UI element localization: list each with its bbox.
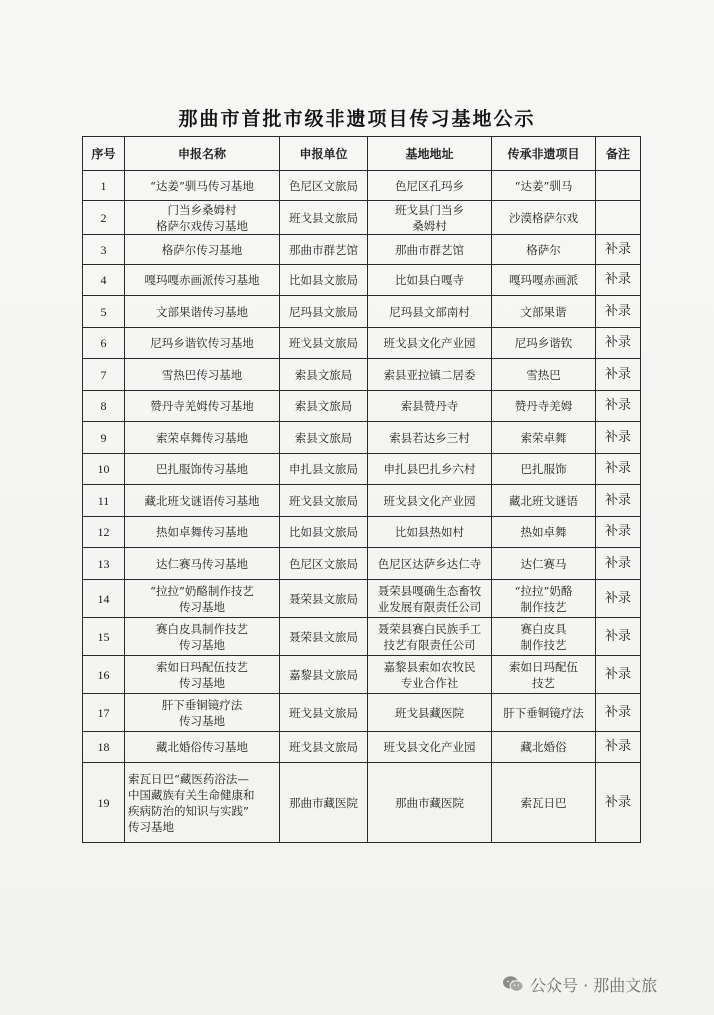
table-row xyxy=(83,580,641,618)
cell-name-line: 传习基地 xyxy=(128,819,174,834)
cell-unit xyxy=(280,454,368,485)
header-name: 申报名称 xyxy=(125,137,280,171)
cell-remark: 补录 xyxy=(596,359,641,391)
table-header-row xyxy=(83,137,641,171)
cell-no: 11 xyxy=(83,485,125,517)
cell-address-line: 索县亚拉镇二居委 xyxy=(383,367,476,382)
table-row xyxy=(83,296,641,328)
cell-name-line: 传习基地 xyxy=(179,675,225,690)
cell-project xyxy=(492,694,596,732)
cell-remark xyxy=(596,171,641,201)
cell-name-line: 文部果谐传习基地 xyxy=(156,304,248,319)
cell-name xyxy=(125,454,280,485)
cell-project-line: 巴扎服饰 xyxy=(520,462,567,476)
cell-remark: 补录 xyxy=(596,694,641,732)
cell-name-line: 藏北婚俗传习基地 xyxy=(156,740,248,754)
cell-address-line: 尼玛县文部南村 xyxy=(389,304,470,319)
cell-address-line: 业发展有限责任公司 xyxy=(377,599,482,614)
cell-name-line: 索如日玛配伍技艺 xyxy=(156,659,248,674)
cell-unit xyxy=(280,656,368,694)
cell-project xyxy=(492,391,596,422)
table-body xyxy=(83,171,641,843)
cell-name xyxy=(125,328,280,359)
cell-no: 6 xyxy=(83,328,125,359)
cell-address-line: 专业合作社 xyxy=(400,675,459,690)
cell-unit-line: 比如县文旅局 xyxy=(289,525,358,539)
header-address: 基地地址 xyxy=(368,137,492,171)
cell-project-line: 藏北婚俗 xyxy=(520,740,567,754)
cell-address-line: 技艺有限责任公司 xyxy=(383,637,476,652)
cell-address xyxy=(368,201,492,235)
cell-remark: 补录 xyxy=(596,391,641,422)
cell-no: 13 xyxy=(83,548,125,580)
wechat-logo-icon xyxy=(502,975,524,993)
cell-unit-line: 班戈县文旅局 xyxy=(289,493,358,508)
cell-address-line: 索县赞丹寺 xyxy=(400,399,459,413)
cell-no: 14 xyxy=(83,580,125,618)
cell-remark: 补录 xyxy=(596,517,641,548)
header-unit: 申报单位 xyxy=(280,137,368,171)
table-row xyxy=(83,171,641,201)
cell-no: 15 xyxy=(83,618,125,656)
cell-address-line: 聂荣县嘎确生态畜牧 xyxy=(377,583,482,598)
cell-no: 2 xyxy=(83,201,125,235)
wechat-watermark xyxy=(502,970,657,998)
cell-name-line: 赞丹寺羌姆传习基地 xyxy=(150,399,254,413)
cell-unit xyxy=(280,235,368,265)
cell-no: 7 xyxy=(83,359,125,391)
cell-name-line: 赛白皮具制作技艺 xyxy=(156,621,248,636)
heritage-base-table xyxy=(82,136,641,843)
cell-unit xyxy=(280,548,368,580)
cell-project-line: 雪热巴 xyxy=(526,367,561,382)
cell-project-line: 沙漠格萨尔戏 xyxy=(509,210,578,225)
cell-project xyxy=(492,732,596,763)
cell-name-line: 门当乡桑姆村 xyxy=(167,202,237,217)
cell-remark: 补录 xyxy=(596,618,641,656)
cell-project-line: 赞丹寺羌姆 xyxy=(514,399,573,413)
cell-address-line: 比如县热如村 xyxy=(395,525,464,539)
cell-address-line: 桑姆村 xyxy=(412,218,447,233)
cell-unit-line: 比如县文旅局 xyxy=(289,273,358,287)
cell-project-line: 索瓦日巴 xyxy=(520,795,567,810)
cell-name xyxy=(125,517,280,548)
cell-project xyxy=(492,656,596,694)
cell-address xyxy=(368,454,492,485)
cell-no: 8 xyxy=(83,391,125,422)
cell-name-line: 索瓦日巴“藏医药浴法— xyxy=(128,771,249,786)
cell-name xyxy=(125,359,280,391)
cell-address xyxy=(368,656,492,694)
cell-unit xyxy=(280,763,368,843)
cell-remark: 补录 xyxy=(596,328,641,359)
header-no: 序号 xyxy=(83,137,125,171)
cell-no: 3 xyxy=(83,235,125,265)
cell-name xyxy=(125,265,280,296)
cell-name xyxy=(125,171,280,201)
cell-unit xyxy=(280,359,368,391)
cell-unit-line: 色尼区文旅局 xyxy=(289,178,358,193)
cell-project xyxy=(492,359,596,391)
cell-unit-line: 索县文旅局 xyxy=(294,430,353,445)
cell-unit-line: 申扎县文旅局 xyxy=(289,462,358,476)
cell-unit xyxy=(280,485,368,517)
table-row xyxy=(83,201,641,235)
cell-address xyxy=(368,732,492,763)
cell-project-line: “拉拉”奶酪 xyxy=(514,583,573,598)
cell-project xyxy=(492,763,596,843)
cell-unit-line: 尼玛县文旅局 xyxy=(289,304,358,319)
cell-unit xyxy=(280,694,368,732)
header-project: 传承非遗项目 xyxy=(492,137,596,171)
cell-address xyxy=(368,265,492,296)
cell-project-line: 制作技艺 xyxy=(520,599,567,614)
table-row xyxy=(83,763,641,843)
cell-unit xyxy=(280,328,368,359)
cell-project-line: 制作技艺 xyxy=(520,637,567,652)
cell-address-line: 班戈县文化产业园 xyxy=(383,493,476,508)
cell-remark: 补录 xyxy=(596,296,641,328)
cell-unit xyxy=(280,201,368,235)
cell-name xyxy=(125,656,280,694)
table-row xyxy=(83,656,641,694)
cell-unit xyxy=(280,517,368,548)
cell-remark: 补录 xyxy=(596,763,641,843)
cell-unit xyxy=(280,732,368,763)
cell-unit xyxy=(280,391,368,422)
cell-name xyxy=(125,485,280,517)
cell-no: 18 xyxy=(83,732,125,763)
cell-unit-line: 聂荣县文旅局 xyxy=(289,629,358,644)
cell-project xyxy=(492,548,596,580)
cell-address xyxy=(368,235,492,265)
cell-no: 16 xyxy=(83,656,125,694)
cell-unit-line: 聂荣县文旅局 xyxy=(289,591,358,606)
cell-no: 17 xyxy=(83,694,125,732)
cell-name xyxy=(125,763,280,843)
cell-name-line: 中国藏族有关生命健康和 xyxy=(128,787,255,802)
cell-remark: 补录 xyxy=(596,580,641,618)
cell-name-line: 热如卓舞传习基地 xyxy=(156,525,248,539)
table-row xyxy=(83,265,641,296)
cell-address xyxy=(368,694,492,732)
cell-name xyxy=(125,732,280,763)
table-row xyxy=(83,694,641,732)
cell-address-line: 那曲市藏医院 xyxy=(395,795,464,810)
header-remark: 备注 xyxy=(596,137,641,171)
cell-project xyxy=(492,328,596,359)
cell-remark: 补录 xyxy=(596,454,641,485)
cell-remark: 补录 xyxy=(596,235,641,265)
cell-name-line: 雪热巴传习基地 xyxy=(161,367,243,382)
cell-project xyxy=(492,265,596,296)
cell-project xyxy=(492,171,596,201)
cell-address-line: 班戈县藏医院 xyxy=(395,705,464,720)
cell-address-line: 班戈县门当乡 xyxy=(395,202,464,217)
cell-remark: 补录 xyxy=(596,548,641,580)
cell-name-line: 尼玛乡谐钦传习基地 xyxy=(150,336,254,350)
cell-name-line: 传习基地 xyxy=(179,599,225,614)
cell-name-line: “拉拉”奶酪制作技艺 xyxy=(150,583,254,598)
cell-address xyxy=(368,517,492,548)
table-row xyxy=(83,485,641,517)
cell-unit xyxy=(280,580,368,618)
cell-name xyxy=(125,580,280,618)
cell-no: 10 xyxy=(83,454,125,485)
cell-project xyxy=(492,618,596,656)
table-row xyxy=(83,732,641,763)
cell-address-line: 那曲市群艺馆 xyxy=(395,242,464,257)
table-row xyxy=(83,548,641,580)
cell-unit-line: 班戈县文旅局 xyxy=(289,336,358,350)
table-row xyxy=(83,517,641,548)
cell-remark: 补录 xyxy=(596,485,641,517)
cell-name-line: 巴扎服饰传习基地 xyxy=(156,462,248,476)
cell-address xyxy=(368,391,492,422)
cell-address-line: 嘉黎县索如农牧民 xyxy=(383,659,476,674)
cell-address xyxy=(368,359,492,391)
cell-remark: 补录 xyxy=(596,732,641,763)
cell-unit-line: 那曲市群艺馆 xyxy=(289,242,358,257)
cell-address-line: 色尼区孔玛乡 xyxy=(395,178,464,193)
watermark-text: 公众号 · 那曲文旅 xyxy=(530,975,658,995)
cell-name-line: 格萨尔戏传习基地 xyxy=(156,218,248,233)
cell-name-line: 格萨尔传习基地 xyxy=(161,242,243,257)
cell-unit xyxy=(280,265,368,296)
cell-project xyxy=(492,485,596,517)
cell-unit-line: 嘉黎县文旅局 xyxy=(289,667,358,682)
cell-unit-line: 班戈县文旅局 xyxy=(289,210,358,225)
cell-address-line: 比如县白嘎寺 xyxy=(395,273,464,287)
table-row xyxy=(83,454,641,485)
cell-address xyxy=(368,580,492,618)
cell-project-line: 达仁赛马 xyxy=(520,556,567,571)
cell-no: 5 xyxy=(83,296,125,328)
cell-name xyxy=(125,694,280,732)
cell-remark: 补录 xyxy=(596,265,641,296)
cell-name xyxy=(125,235,280,265)
cell-project-line: 索荣卓舞 xyxy=(520,430,567,445)
cell-address xyxy=(368,328,492,359)
table-row xyxy=(83,422,641,454)
cell-name-line: 疾病防治的知识与实践” xyxy=(128,803,249,818)
cell-no: 1 xyxy=(83,171,125,201)
cell-project xyxy=(492,235,596,265)
cell-name xyxy=(125,201,280,235)
cell-project-line: 索如日玛配伍 xyxy=(509,659,578,674)
cell-unit-line: 班戈县文旅局 xyxy=(289,705,358,720)
cell-project-line: 嘎玛嘎赤画派 xyxy=(509,273,578,287)
cell-project xyxy=(492,454,596,485)
cell-unit xyxy=(280,296,368,328)
cell-address-line: 索县若达乡三村 xyxy=(389,430,470,445)
document-title: 那曲市首批市级非遗项目传习基地公示 xyxy=(178,108,536,130)
cell-project xyxy=(492,580,596,618)
cell-unit-line: 索县文旅局 xyxy=(294,367,353,382)
cell-name-line: 传习基地 xyxy=(179,713,225,728)
cell-address xyxy=(368,296,492,328)
cell-unit-line: 那曲市藏医院 xyxy=(289,795,358,810)
cell-remark xyxy=(596,201,641,235)
table-row xyxy=(83,359,641,391)
cell-project-line: 藏北班戈谜语 xyxy=(509,493,578,508)
table-row xyxy=(83,618,641,656)
cell-address xyxy=(368,485,492,517)
cell-project-line: 赛白皮具 xyxy=(520,621,567,636)
cell-name-line: 传习基地 xyxy=(179,637,225,652)
cell-name-line: “达姜”驯马传习基地 xyxy=(150,178,254,193)
cell-address-line: 申扎县巴扎乡六村 xyxy=(383,462,476,476)
cell-name xyxy=(125,296,280,328)
cell-address-line: 色尼区达萨乡达仁寺 xyxy=(377,556,482,571)
cell-address-line: 班戈县文化产业园 xyxy=(383,336,476,350)
cell-address-line: 班戈县文化产业园 xyxy=(383,740,476,754)
cell-name-line: 达仁赛马传习基地 xyxy=(156,556,248,571)
cell-address xyxy=(368,548,492,580)
table-row xyxy=(83,328,641,359)
cell-project-line: “达姜”驯马 xyxy=(514,178,573,193)
cell-address xyxy=(368,171,492,201)
cell-project-line: 技艺 xyxy=(532,675,555,690)
cell-unit xyxy=(280,618,368,656)
cell-unit-line: 班戈县文旅局 xyxy=(289,740,358,754)
cell-name-line: 嘎玛嘎赤画派传习基地 xyxy=(144,273,260,287)
cell-project xyxy=(492,201,596,235)
cell-unit-line: 色尼区文旅局 xyxy=(289,556,358,571)
cell-name xyxy=(125,548,280,580)
cell-address xyxy=(368,422,492,454)
cell-no: 9 xyxy=(83,422,125,454)
cell-unit xyxy=(280,422,368,454)
cell-unit-line: 索县文旅局 xyxy=(294,399,353,413)
cell-no: 4 xyxy=(83,265,125,296)
cell-project-line: 格萨尔 xyxy=(526,242,561,257)
cell-project xyxy=(492,296,596,328)
table-row xyxy=(83,391,641,422)
cell-name-line: 索荣卓舞传习基地 xyxy=(156,430,248,445)
cell-no: 19 xyxy=(83,763,125,843)
cell-name xyxy=(125,391,280,422)
cell-name xyxy=(125,618,280,656)
cell-name-line: 藏北班戈谜语传习基地 xyxy=(144,493,260,508)
cell-name-line: 肝下垂铜镜疗法 xyxy=(161,697,243,712)
cell-unit xyxy=(280,171,368,201)
cell-project xyxy=(492,517,596,548)
cell-project-line: 热如卓舞 xyxy=(520,525,567,539)
cell-name xyxy=(125,422,280,454)
cell-project xyxy=(492,422,596,454)
cell-address-line: 聂荣县赛白民族手工 xyxy=(377,621,482,636)
cell-no: 12 xyxy=(83,517,125,548)
cell-project-line: 文部果谐 xyxy=(520,304,567,319)
cell-remark: 补录 xyxy=(596,656,641,694)
cell-remark: 补录 xyxy=(596,422,641,454)
table-row xyxy=(83,235,641,265)
cell-address xyxy=(368,763,492,843)
cell-project-line: 肝下垂铜镜疗法 xyxy=(503,705,584,720)
cell-address xyxy=(368,618,492,656)
cell-project-line: 尼玛乡谐钦 xyxy=(514,336,573,350)
